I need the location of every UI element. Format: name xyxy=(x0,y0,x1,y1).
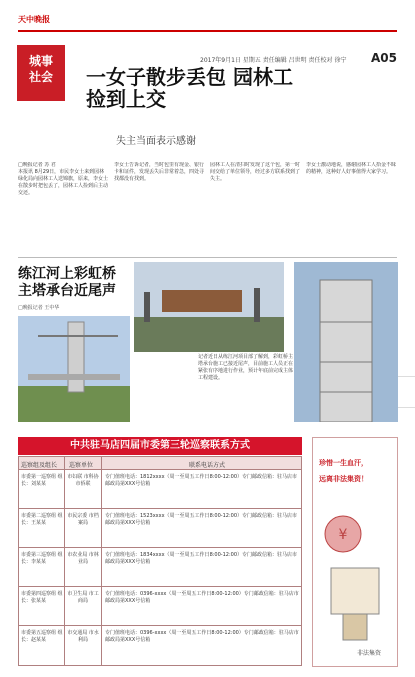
lead-article xyxy=(18,162,398,254)
inspection-contact-table xyxy=(18,456,302,666)
ad-caption: 非法集资 xyxy=(357,650,382,657)
ad-line2: 远离非法集资！ xyxy=(319,475,368,483)
table-row xyxy=(19,469,301,509)
section-badge xyxy=(17,45,65,101)
bridge-author: □晚报记者 王中华 xyxy=(18,305,60,311)
header-rule xyxy=(18,30,397,32)
row-unit: 市妇联 市科协 市侨联 xyxy=(67,474,99,487)
page-number: A05 xyxy=(371,51,397,65)
lead-col1-text: 本报讯 8月29日，市民李女士来到园林绿化局向园林工人送锦旗，原来，李女士在散步时把包丢了，园林工人捡到后主动交还。 xyxy=(18,169,108,196)
table-header xyxy=(19,457,301,469)
article-col3: 园林工人在清扫时发现了这个包，第一时间交给了单位领导，经过多方联系找到了失主。 xyxy=(210,162,300,182)
table-row xyxy=(19,586,301,626)
svg-text:¥: ¥ xyxy=(338,527,348,543)
row-group: 市委第一巡察组 组长：刘某某 xyxy=(21,474,63,487)
section-line1: 城事 xyxy=(28,54,53,68)
table-row xyxy=(19,547,301,587)
row-group: 市委第二巡察组 组长：王某某 xyxy=(21,513,63,526)
bridge-photo-right-image xyxy=(294,262,398,422)
bridge-caption: 记者近日从练江河项目部了解到，彩虹桥主塔承台施工已接近尾声，目前施工人员正在紧张有序地进行作业，预计年底前完成主体工程建设。 xyxy=(198,354,294,381)
ad-illustration xyxy=(313,438,399,668)
table-header-group: 巡察组及组长 xyxy=(21,462,58,469)
bridge-headline: 练江河上彩虹桥 主塔承台近尾声 xyxy=(18,266,116,299)
ad-line1: 珍惜一生血汗， xyxy=(319,459,368,467)
anti-fraud-ad xyxy=(312,437,398,667)
row-contact: 专门值班电话：1834xxxx（周一至周五工作日8:00-12:00）专门邮政信箱：驻马店市邮政局第XXX号信箱 xyxy=(105,552,298,565)
lead-author: □晚报记者 苏 君 xyxy=(18,162,56,168)
row-contact: 专门值班电话：0396-xxxx（周一至周五工作日8:00-12:00）专门邮政信箱：驻马店市邮政局第XXX号信箱 xyxy=(105,591,299,604)
row-contact: 专门值班电话：0396-xxxx（周一至周五工作日8:00-12:00）专门邮政信箱：驻马店市邮政局第XXX号信箱 xyxy=(105,630,299,643)
table-row xyxy=(19,508,301,548)
article-col2: 李女士告诉记者，当时包里有现金、银行卡和证件，发现丢失后非常着急，四处寻找都没有找到。 xyxy=(114,162,204,182)
row-group: 市委第四巡察组 组长：张某某 xyxy=(21,591,63,604)
row-unit: 市交通局 市水利局 xyxy=(67,630,99,643)
masthead-logo: 天中晚报 xyxy=(18,15,50,24)
row-contact: 专门值班电话：1523xxxx（周一至周五工作日8:00-12:00）专门邮政信箱：驻马店市邮政局第XXX号信箱 xyxy=(105,513,298,526)
inspection-contact-title: 中共驻马店四届市委第三轮巡察联系方式 xyxy=(18,437,302,455)
bridge-photo-middle-image xyxy=(134,262,284,352)
row-unit: 市卫生局 市工商局 xyxy=(67,591,99,604)
row-unit: 市农业局 市林业局 xyxy=(67,552,99,565)
row-group: 市委第三巡察组 组长：李某某 xyxy=(21,552,63,565)
section-divider xyxy=(18,257,397,258)
article-col1 xyxy=(18,162,108,252)
bridge-story xyxy=(18,262,398,422)
table-row xyxy=(19,625,301,665)
row-group: 市委第五巡察组 组长：赵某某 xyxy=(21,630,63,643)
table-header-contact: 联系电话方式 xyxy=(189,462,226,469)
bridge-photo-left xyxy=(18,316,130,422)
article-col4: 李女士激动地说，感谢园林工人拾金不昧的精神，这种好人好事值得大家学习。 xyxy=(306,162,397,175)
lead-headline: 一女子散步丢包 园林工捡到上交 xyxy=(86,65,293,111)
bridge-photo-left-image xyxy=(18,316,130,422)
row-contact: 专门值班电话：1812xxxx（周一至周五工作日8:00-12:00）专门邮政信箱：驻马店市邮政局第XXX号信箱 xyxy=(105,474,298,487)
bridge-photo-middle xyxy=(134,262,284,352)
lead-subhead: 失主当面表示感谢 xyxy=(116,136,196,147)
table-header-unit: 巡察单位 xyxy=(69,462,94,469)
issue-meta: 2017年9月1日 星期五 责任编辑 吕世明 责任校对 徐宁 xyxy=(200,57,347,64)
row-unit: 市民宗委 市档案局 xyxy=(67,513,99,526)
bridge-photo-right xyxy=(294,262,398,422)
section-line2: 社会 xyxy=(28,70,53,84)
